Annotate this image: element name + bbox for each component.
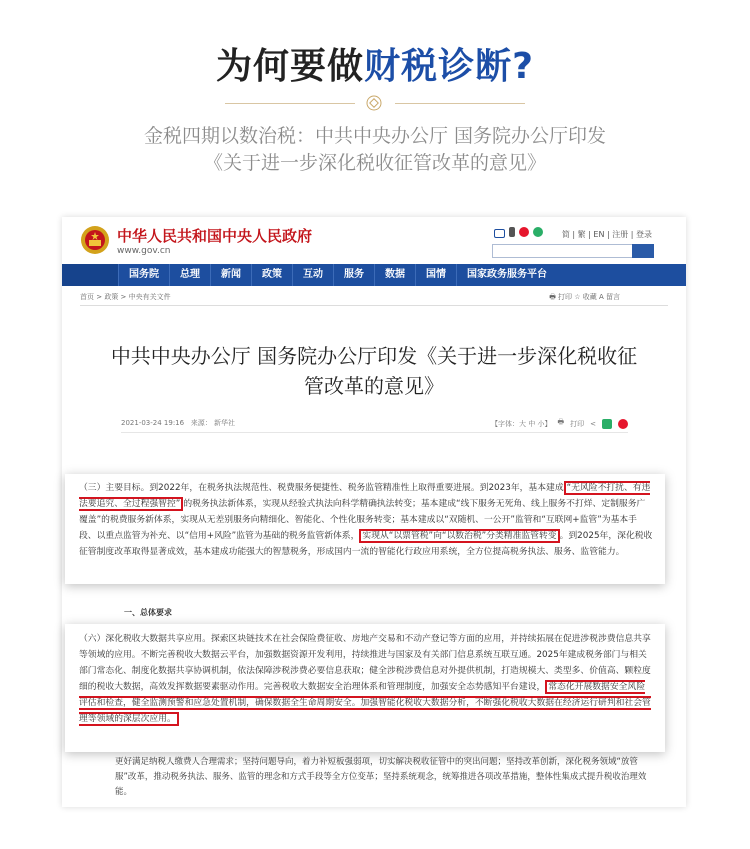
- nav-item[interactable]: 总理: [169, 264, 210, 286]
- search-button[interactable]: [632, 244, 654, 258]
- wechat-share-icon[interactable]: [602, 419, 612, 429]
- nav-item[interactable]: 服务: [333, 264, 374, 286]
- nav-item[interactable]: 国情: [415, 264, 456, 286]
- breadcrumb[interactable]: 首页 > 政策 > 中央有关文件: [80, 293, 171, 301]
- title-blue-part: 财税诊断?: [364, 46, 534, 87]
- excerpt-big-data: [65, 624, 665, 752]
- article-date: 2021-03-24 19:16: [121, 419, 185, 427]
- article-tools: [491, 418, 628, 429]
- top-links[interactable]: 简 | 繁 | EN | 注册 | 登录: [561, 230, 652, 239]
- print-link[interactable]: 打印: [570, 419, 585, 428]
- article-source: 来源： 新华社: [190, 419, 236, 427]
- article-body-bottom: 更好满足纳税人缴费人合理需求；坚持问题导向，着力补短板强弱项，切实解决税收征管中的突出问题；坚持改革创新，深化税务领域“放管服”改革，推动税务执法、服务、监管的理念和方式手段等全方位变革；坚持系统观念，统筹推进各项改革措施，整体性集成式提升税收治理效能。: [115, 757, 647, 797]
- weibo-icon[interactable]: [519, 227, 529, 237]
- title-black-part: 为何要做: [216, 46, 365, 87]
- gov-site-header: [62, 217, 686, 265]
- gov-nav-bar: [62, 264, 686, 286]
- header-title: [0, 38, 750, 89]
- nav-item[interactable]: 互动: [292, 264, 333, 286]
- section-heading: 一、总体要求: [124, 608, 172, 617]
- meta-divider: [121, 432, 628, 433]
- nav-building-logo: [62, 264, 118, 286]
- subtitle-line2: 《关于进一步深化税收征管改革的意见》: [203, 152, 546, 174]
- wechat-icon[interactable]: [533, 227, 543, 237]
- nav-item[interactable]: 国务院: [118, 264, 169, 286]
- subtitle-line1: 金税四期以数治税：中共中央办公厅 国务院办公厅印发: [143, 125, 607, 147]
- site-search-input[interactable]: [492, 244, 654, 258]
- font-size-control[interactable]: 【字体：大 中 小】: [491, 419, 552, 428]
- nav-item[interactable]: 新闻: [210, 264, 251, 286]
- weibo-share-icon[interactable]: [618, 419, 628, 429]
- gov-site-name[interactable]: 中华人民共和国中央人民政府: [117, 227, 313, 245]
- share-icon[interactable]: <: [590, 419, 596, 428]
- highlighted-phrase: 常态化开展数据安全风险评估和检查，健全监测预警和应急处置机制，确保数据全生命周期安全。加强智能化税收大数据分析，不断强化税收大数据在经济运行研判和社会管理等领域的深层次应用。: [79, 682, 651, 724]
- national-emblem-icon: [80, 225, 110, 255]
- decorative-divider: [225, 93, 525, 113]
- phone-icon[interactable]: [509, 227, 515, 237]
- share-icons: [494, 227, 543, 238]
- excerpt-text: （六）深化税收大数据共享应用。探索区块链技术在社会保险费征收、房地产交易和不动产登记等方面的应用，并持续拓展在促进涉税涉费信息共享等领域的应用。不断完善税收大数据云平台，加强数据资源开发利用，持续推进与国家及有关部门信息系统互联互通。2025年建成税务部门与相关部门常态化、制度化数据共享协调机制，依法保障涉税涉费必要信息获取；健全涉税涉费信息对外提供机制，打造规模大、类型多、价值高、颗粒度细的税收大数据，高效发挥数据要素驱动作用。完善税收大数据安全治理体系和管理制度，加强安全态势感知平台建设，: [79, 634, 651, 692]
- article-title: 中共中央办公厅 国务院办公厅印发《关于进一步深化税收征管改革的意见》: [110, 344, 638, 398]
- divider: [80, 305, 668, 306]
- nav-item[interactable]: 数据: [374, 264, 415, 286]
- highlighted-phrase: “无风险不打扰、有违法要追究、全过程强智控”: [79, 483, 651, 509]
- article-meta: [121, 418, 235, 428]
- nav-item[interactable]: 政策: [251, 264, 292, 286]
- gov-site-url: www.gov.cn: [117, 246, 171, 256]
- excerpt-main-goals: [65, 474, 665, 584]
- excerpt-text: 的税务执法新体系，实现从经验式执法向科学精确执法转变；基本建成“线下服务无死角、线上服务不打烊、定制服务广覆盖”的税费服务新体系，实现从无差别服务向精细化、智能化、个性化服务转变；基本建成以“双随机、一公开”监管和“互联网+监管”为基本手段、以重点监管为补充、以“信用+风险”监管为基础的税务监管新体系，: [79, 499, 646, 541]
- page-actions[interactable]: 🖶 打印 ☆ 收藏 A 留言: [549, 293, 620, 301]
- diamond-icon: [366, 95, 382, 111]
- excerpt-text: 。到2025年，深化税收征管制度改革取得显著成效，基本建成功能强大的智慧税务，形成国内一流的智能化行政应用系统，全方位提高税务执法、服务、监管能力。: [79, 531, 653, 557]
- nav-item[interactable]: 国家政务服务平台: [456, 264, 557, 286]
- print-icon[interactable]: 🖶: [557, 418, 565, 426]
- mail-icon[interactable]: [494, 229, 505, 238]
- highlighted-phrase: 实现从“以票管税”向“以数治税”分类精准监管转变: [359, 529, 559, 543]
- excerpt-text: （三）主要目标。到2022年，在税务执法规范性、税费服务便捷性、税务监管精准性上取得重要进展。到2023年，基本建成: [79, 483, 564, 493]
